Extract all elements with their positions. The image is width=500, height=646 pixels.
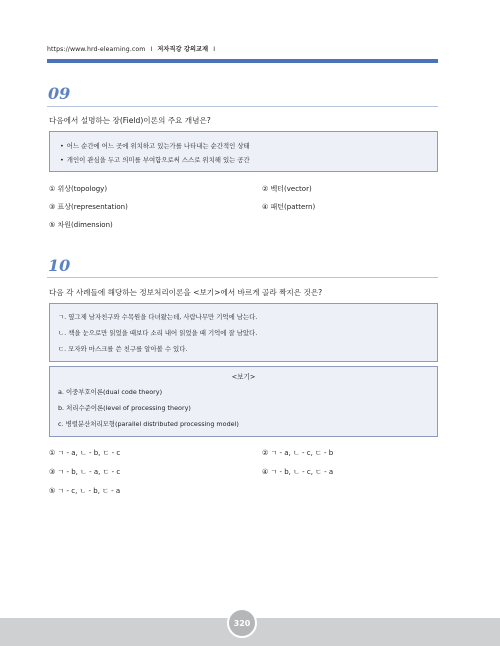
question-text-10: 다음 각 사례들에 해당하는 정보처리이론을 <보기>에서 바르게 골라 짝지은 것은? [49, 288, 323, 297]
header-rule [47, 59, 438, 63]
bogi-box [49, 366, 438, 437]
header-title: 저자직강 강의교재 [157, 46, 209, 53]
option-1: ① 위상(topology) [49, 185, 108, 193]
page-number: 320 [233, 618, 251, 628]
option-5: ⑤ ㄱ - c, ㄴ - b, ㄷ - a [49, 487, 121, 495]
header-separator-end: I [213, 46, 216, 53]
page-number-badge [227, 608, 257, 638]
option-1: ① ㄱ - a, ㄴ - b, ㄷ - c [49, 449, 121, 457]
description-item: • 개인이 관심을 두고 의미를 부여함으로써 스스로 위치해 있는 공간 [60, 153, 437, 167]
question-number-09: 09 [48, 84, 71, 103]
option-4: ④ ㄱ - b, ㄴ - c, ㄷ - a [262, 468, 334, 476]
header-separator: I [150, 46, 153, 53]
question-rule-10 [47, 277, 438, 278]
bogi-item: a. 이중부호이론(dual code theory) [58, 388, 163, 396]
option-2: ② 벡터(vector) [262, 185, 312, 193]
page-header [47, 44, 220, 53]
question-number-10: 10 [48, 256, 71, 275]
cases-box [49, 303, 438, 362]
case-item: ㄷ. 모자와 마스크를 쓴 친구를 알아볼 수 있다. [58, 345, 188, 353]
header-url[interactable]: https://www.hrd-elearning.com [47, 46, 146, 53]
description-box [49, 131, 438, 172]
question-text-09: 다음에서 설명하는 장(Field)이론의 주요 개념은? [49, 116, 211, 125]
option-2: ② ㄱ - a, ㄴ - c, ㄷ - b [262, 449, 334, 457]
option-4: ④ 패턴(pattern) [262, 203, 316, 211]
case-item: ㄴ. 책을 눈으로만 읽었을 때보다 소리 내어 읽었을 때 기억에 잘 남았다. [58, 329, 258, 337]
option-3: ③ 표상(representation) [49, 203, 128, 211]
case-item: ㄱ. 옆그제 남자친구와 수목원을 다녀왔는데, 사람나무만 기억에 남는다. [58, 313, 258, 321]
description-item: • 어느 순간에 어느 곳에 위치하고 있는가를 나타내는 순간적인 상태 [60, 139, 437, 153]
bogi-item: b. 처리수준이론(level of processing theory) [58, 404, 191, 412]
bogi-title: <보기> [231, 373, 256, 381]
question-rule-09 [47, 106, 438, 107]
bogi-item: c. 병렬분산처리모형(parallel distributed processing model) [58, 420, 239, 428]
option-5: ⑤ 차원(dimension) [49, 221, 113, 229]
option-3: ③ ㄱ - b, ㄴ - a, ㄷ - c [49, 468, 121, 476]
